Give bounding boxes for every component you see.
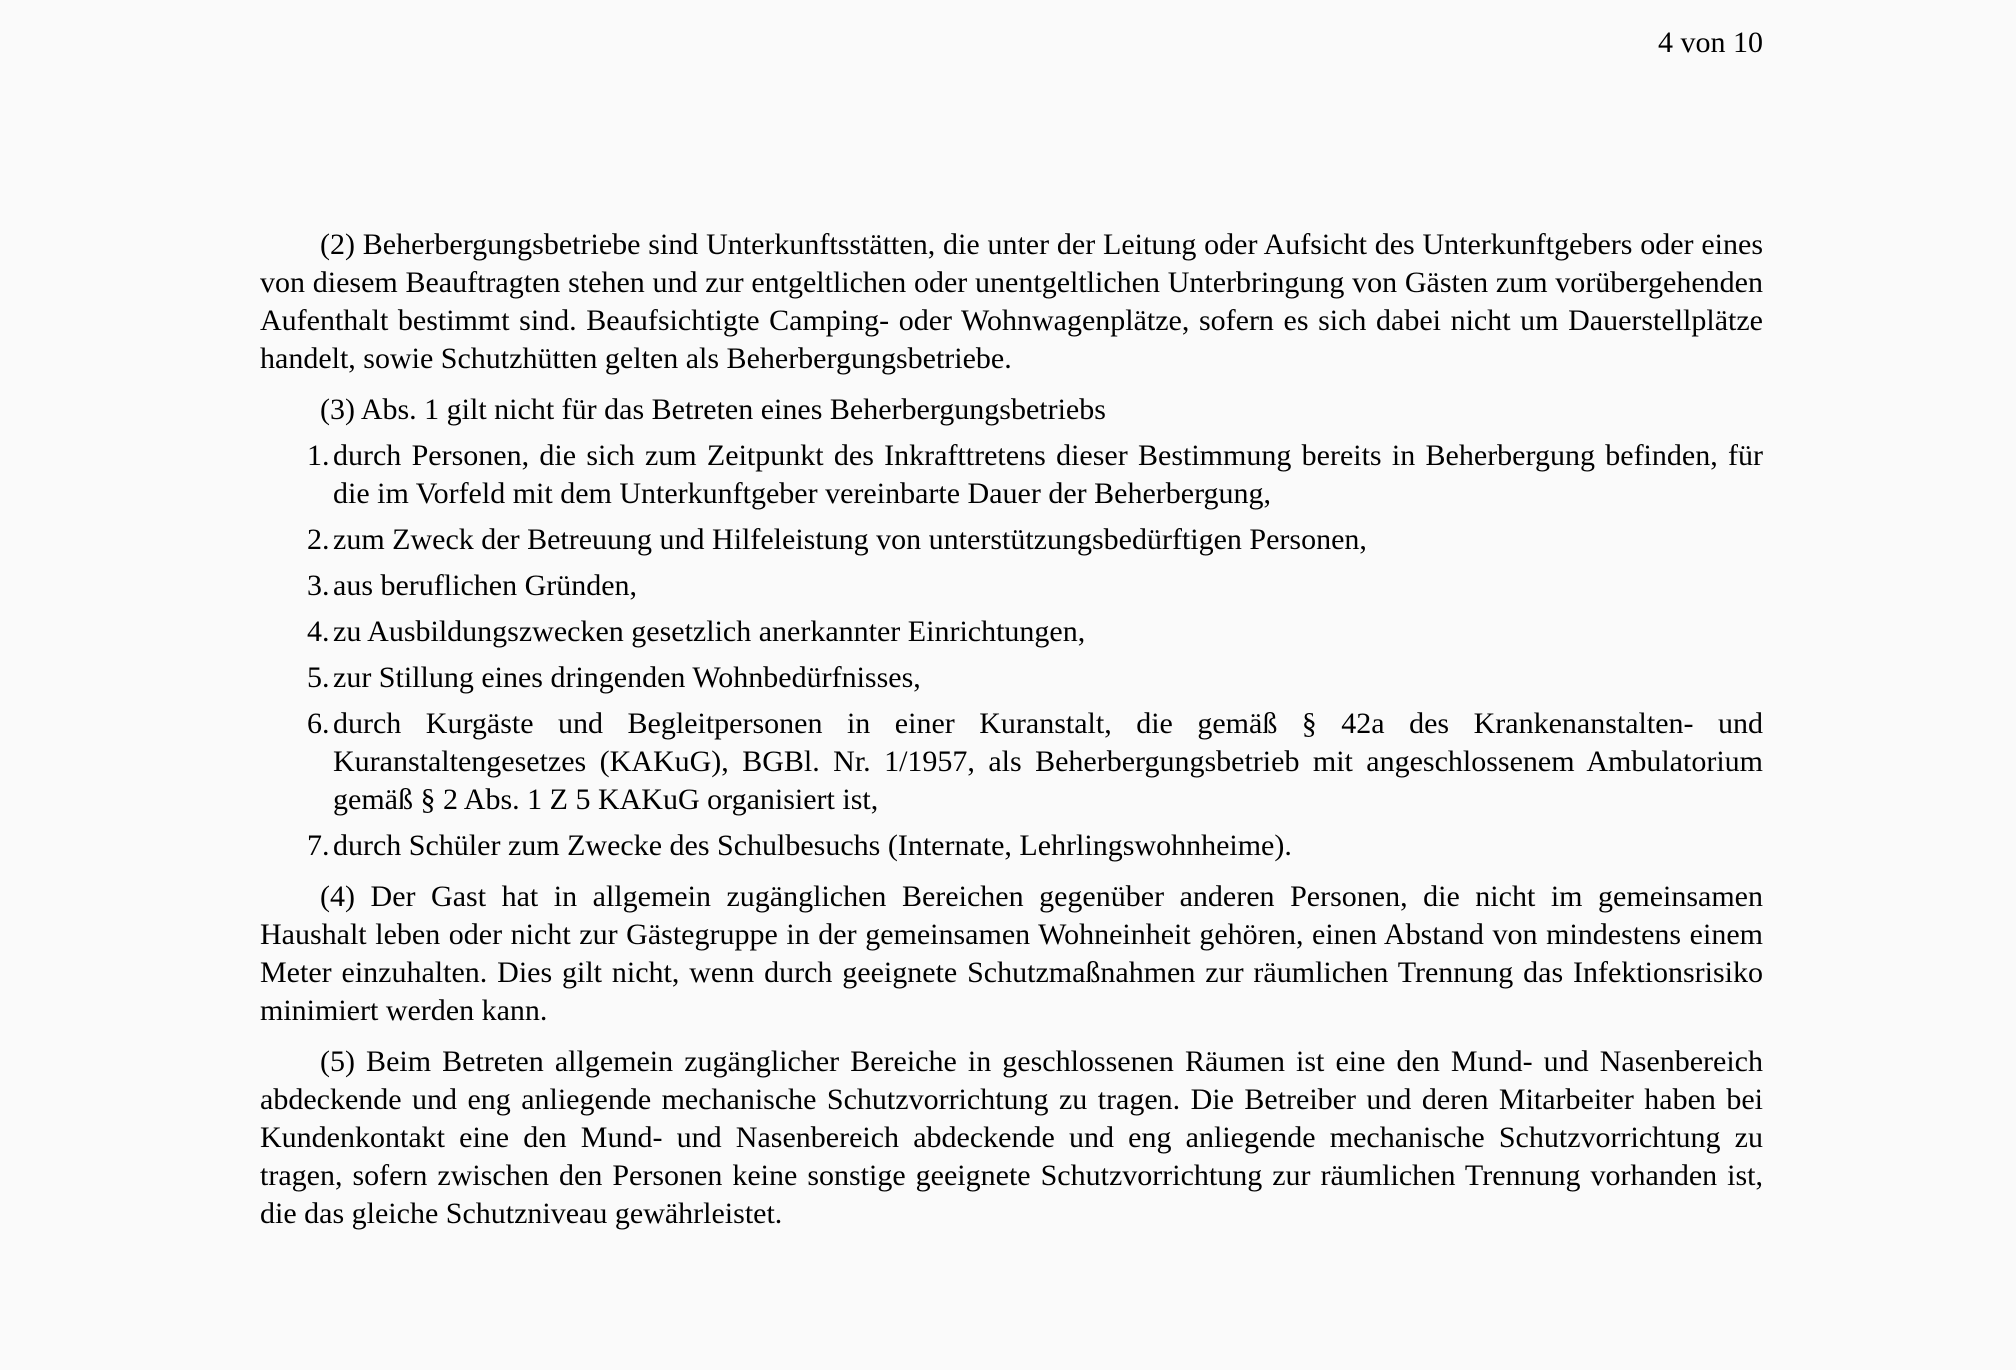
list-item <box>260 521 1763 559</box>
list-item <box>260 567 1763 605</box>
list-item-number: 1. <box>307 439 330 472</box>
list-item-text: zu Ausbildungszwecken gesetzlich anerkannter Einrichtungen, <box>333 615 1086 648</box>
list-item-text: durch Kurgäste und Begleitpersonen in einer Kuranstalt, die gemäß § 42a des Krankenanstalten- und Kuranstaltengesetzes (KAKuG), BGBl. Nr. 1/1957, als Beherbergungsbetrieb mit angeschlossenem Ambulatorium gemäß § 2 Abs. 1 Z 5 KAKuG organisiert ist, <box>333 707 1763 816</box>
paragraph-abs-3-intro: (3) Abs. 1 gilt nicht für das Betreten eines Beherbergungsbetriebs <box>320 393 1106 426</box>
list-item-number: 5. <box>307 661 330 694</box>
list-item <box>260 613 1763 651</box>
list-item-number: 4. <box>307 615 330 648</box>
list-item-text: zur Stillung eines dringenden Wohnbedürfnisses, <box>333 661 921 694</box>
list-item <box>260 659 1763 697</box>
list-item-text: aus beruflichen Gründen, <box>333 569 638 602</box>
paragraph-abs-4: (4) Der Gast hat in allgemein zugänglichen Bereichen gegenüber anderen Personen, die nicht im gemeinsamen Haushalt leben oder nicht zur Gästegruppe in der gemeinsamen Wohneinheit gehören, einen Abstand von mindestens einem Meter einzuhalten. Dies gilt nicht, wenn durch geeignete Schutzmaßnahmen zur räumlichen Trennung das Infektionsrisiko minimiert werden kann. <box>260 880 1763 1027</box>
list-item <box>260 827 1763 865</box>
page-number: 4 von 10 <box>1658 26 1763 59</box>
list-item-text: durch Personen, die sich zum Zeitpunkt des Inkrafttretens dieser Bestimmung bereits in Beherbergung befinden, für die im Vorfeld mit dem Unterkunftgeber vereinbarte Dauer der Beherbergung, <box>333 439 1763 510</box>
list-item-number: 7. <box>307 829 330 862</box>
list-item-number: 3. <box>307 569 330 602</box>
list-item-number: 6. <box>307 707 330 740</box>
list-item <box>260 437 1763 513</box>
list-item-text: zum Zweck der Betreuung und Hilfeleistung von unterstützungsbedürftigen Personen, <box>333 523 1367 556</box>
paragraph-abs-2: (2) Beherbergungsbetriebe sind Unterkunftsstätten, die unter der Leitung oder Aufsicht des Unterkunftgebers oder eines von diesem Beauftragten stehen und zur entgeltlichen oder unentgeltlichen Unterbringung von Gästen zum vorübergehenden Aufenthalt bestimmt sind. Beaufsichtigte Camping- oder Wohnwagenplätze, sofern es sich dabei nicht um Dauerstellplätze handelt, sowie Schutzhütten gelten als Beherbergungsbetriebe. <box>260 228 1763 375</box>
document-page <box>260 0 1763 1233</box>
list-item <box>260 705 1763 819</box>
list-item-number: 2. <box>307 523 330 556</box>
abs-3-numbered-list <box>260 437 1763 865</box>
paragraph-abs-5: (5) Beim Betreten allgemein zugänglicher Bereiche in geschlossenen Räumen ist eine den Mund- und Nasenbereich abdeckende und eng anliegende mechanische Schutzvorrichtung zu tragen. Die Betreiber und deren Mitarbeiter haben bei Kundenkontakt eine den Mund- und Nasenbereich abdeckende und eng anliegende mechanische Schutzvorrichtung zu tragen, sofern zwischen den Personen keine sonstige geeignete Schutzvorrichtung zur räumlichen Trennung vorhanden ist, die das gleiche Schutzniveau gewährleistet. <box>260 1045 1763 1230</box>
list-item-text: durch Schüler zum Zwecke des Schulbesuchs (Internate, Lehrlingswohnheime). <box>333 829 1292 862</box>
